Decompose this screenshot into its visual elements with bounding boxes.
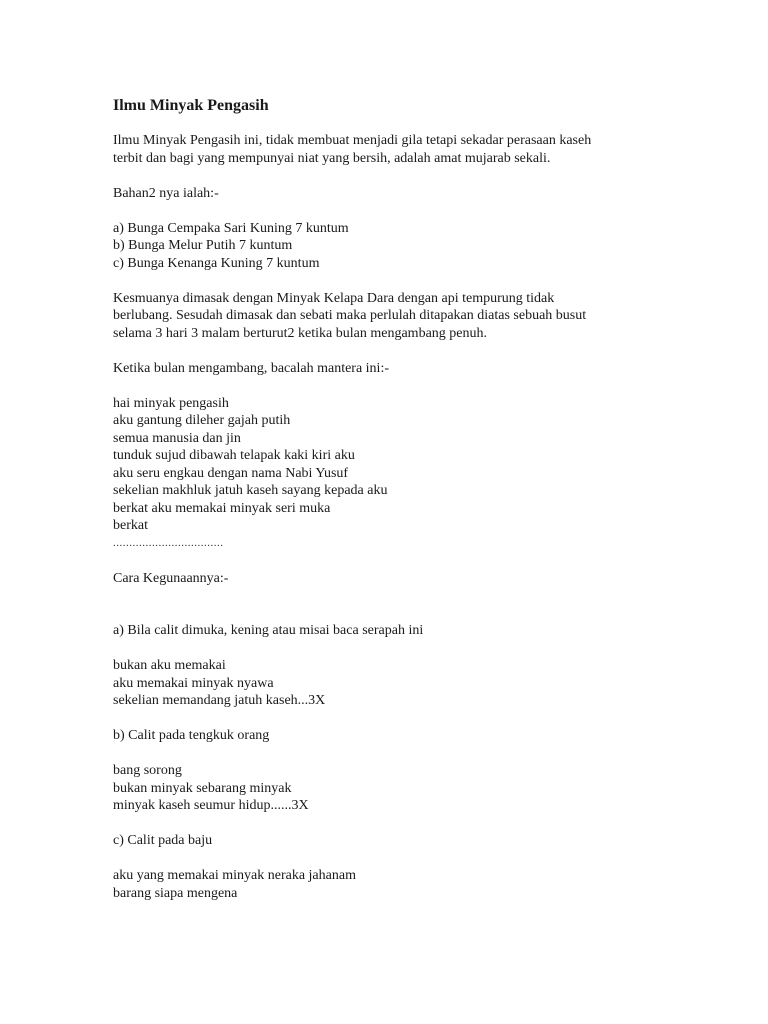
bahan-list: [113, 220, 673, 273]
cara-c-heading: c) Calit pada baju: [113, 833, 213, 848]
dotted-separator: ..................................: [113, 536, 224, 549]
verse-line: aku memakai minyak nyawa: [113, 675, 274, 691]
cara-a-heading: a) Bila calit dimuka, kening atau misai baca serapah ini: [113, 623, 424, 638]
mantera-verse: [113, 395, 673, 553]
method-line: selama 3 hari 3 malam berturut2 ketika bulan mengambang penuh.: [113, 325, 487, 341]
verse-line: barang siapa mengena: [113, 885, 238, 901]
intro-line: Ilmu Minyak Pengasih ini, tidak membuat menjadi gila tetapi sekadar perasaan kaseh: [113, 133, 592, 148]
cara-heading: Cara Kegunaannya:-: [113, 570, 229, 586]
method-line: Kesmuanya dimasak dengan Minyak Kelapa Dara dengan api tempurung tidak: [113, 290, 555, 306]
cara-c-verse: [113, 867, 673, 902]
cara-a-verse: [113, 657, 673, 710]
verse-line: aku gantung dileher gajah putih: [113, 413, 291, 428]
verse-line: sekelian makhluk jatuh kaseh sayang kepada aku: [113, 483, 388, 498]
document-title: Ilmu Minyak Pengasih: [113, 97, 269, 114]
verse-line: berkat: [113, 518, 148, 533]
verse-line: hai minyak pengasih: [113, 395, 229, 411]
method-line: berlubang. Sesudah dimasak dan sebati maka perlulah ditapakan diatas sebuah busut: [113, 308, 587, 323]
list-item: b) Bunga Melur Putih 7 kuntum: [113, 238, 293, 253]
cara-b-heading: b) Calit pada tengkuk orang: [113, 728, 270, 743]
list-item: c) Bunga Kenanga Kuning 7 kuntum: [113, 255, 320, 271]
document-page: [113, 96, 673, 920]
bahan-heading: Bahan2 nya ialah:-: [113, 185, 219, 201]
cara-b-verse: [113, 762, 673, 815]
spacer: [113, 605, 673, 623]
verse-line: aku yang memakai minyak neraka jahanam: [113, 868, 356, 883]
method-paragraph: [113, 290, 673, 343]
verse-line: berkat aku memakai minyak seri muka: [113, 500, 331, 516]
verse-line: bukan minyak sebarang minyak: [113, 780, 292, 796]
verse-line: tunduk sujud dibawah telapak kaki kiri aku: [113, 448, 355, 463]
mantera-heading: Ketika bulan mengambang, bacalah mantera ini:-: [113, 360, 390, 376]
list-item: a) Bunga Cempaka Sari Kuning 7 kuntum: [113, 220, 349, 236]
verse-line: bukan aku memakai: [113, 658, 226, 673]
verse-line: semua manusia dan jin: [113, 430, 241, 446]
verse-line: aku seru engkau dengan nama Nabi Yusuf: [113, 465, 349, 481]
verse-line: sekelian memandang jatuh kaseh...3X: [113, 693, 326, 708]
verse-line: bang sorong: [113, 763, 182, 778]
intro-paragraph: [113, 132, 673, 167]
intro-line: terbit dan bagi yang mempunyai niat yang bersih, adalah amat mujarab sekali.: [113, 150, 551, 166]
verse-line: minyak kaseh seumur hidup......3X: [113, 798, 309, 813]
